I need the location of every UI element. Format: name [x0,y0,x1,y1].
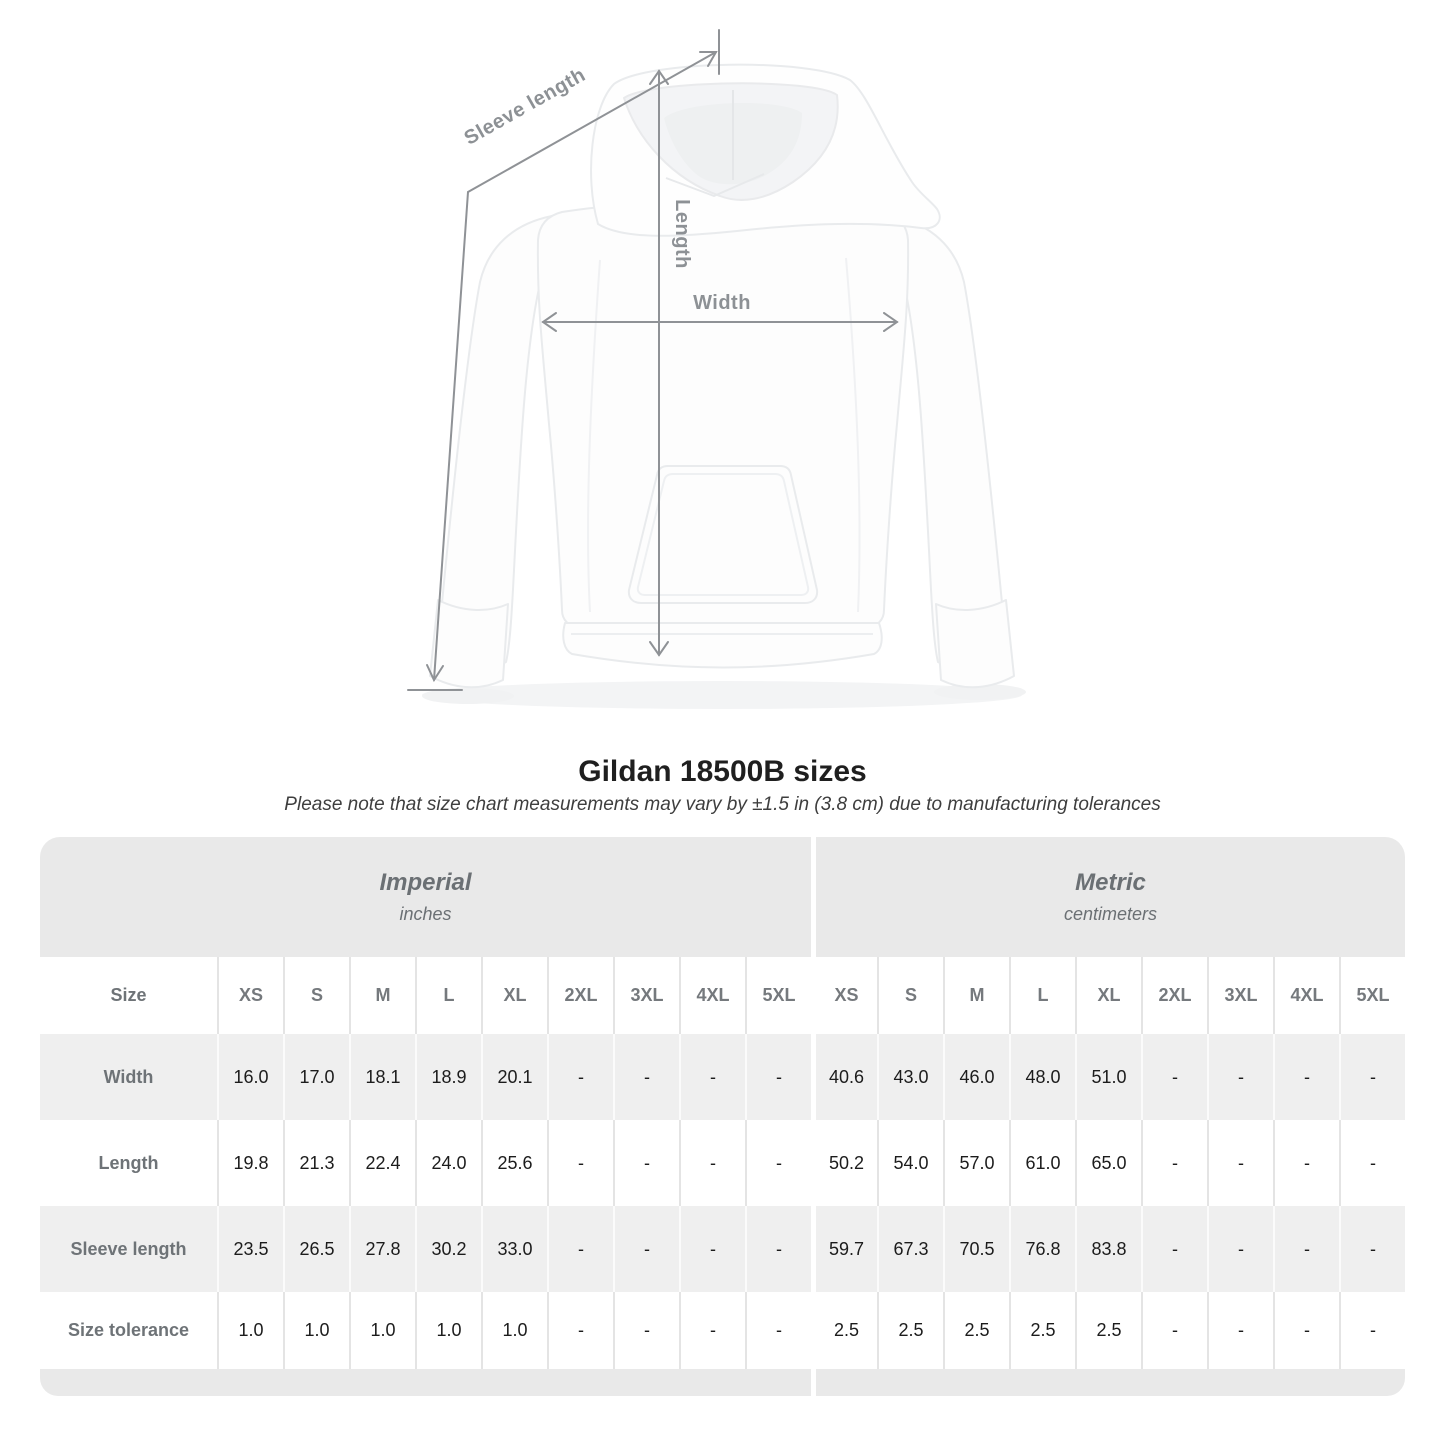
row-label-sleeve-length: Sleeve length [70,1238,187,1259]
size-tolerance-value-cell: - [1273,1292,1339,1369]
size-tolerance-value-cell: - [1207,1292,1273,1369]
size-tolerance-value-cell: - [613,1292,679,1369]
size-column-header: XS [811,957,877,1034]
width-value-cell: - [1141,1034,1207,1120]
sleeve-length-value-cell: - [1273,1206,1339,1292]
size-tolerance-value-cell: 1.0 [283,1292,349,1369]
imperial-label: Imperial [379,869,472,896]
size-tolerance-value-cell: - [547,1292,613,1369]
size-column-header: XL [1075,957,1141,1034]
size-tolerance-row [40,1292,1405,1369]
unit-group-imperial [40,837,811,957]
size-column-header: 4XL [1273,957,1339,1034]
size-tolerance-value-cell: 2.5 [811,1292,877,1369]
length-value-cell: - [745,1120,811,1206]
size-tolerance-value-cell: 1.0 [217,1292,283,1369]
sleeve-length-row [40,1206,1405,1292]
width-value-cell: 48.0 [1009,1034,1075,1120]
length-value-cell: 65.0 [1075,1120,1141,1206]
length-value-cell: - [613,1120,679,1206]
row-label-length: Length [98,1152,159,1173]
width-value-cell: 46.0 [943,1034,1009,1120]
kangaroo-pocket [629,466,817,603]
length-value-cell: 19.8 [217,1120,283,1206]
width-value-cell: - [1339,1034,1405,1120]
sleeve-length-value-cell: - [1339,1206,1405,1292]
length-value-cell: 61.0 [1009,1120,1075,1206]
sleeve-length-value-cell: 59.7 [811,1206,877,1292]
width-value-cell: 40.6 [811,1034,877,1120]
length-value-cell: 57.0 [943,1120,1009,1206]
size-column-header: 5XL [745,957,811,1034]
width-value-cell: 17.0 [283,1034,349,1120]
imperial-unit-label: inches [399,904,452,924]
metric-label: Metric [1075,869,1146,896]
sleeve-length-value-cell: 70.5 [943,1206,1009,1292]
hem-band [563,623,881,668]
metric-unit-label: centimeters [1063,904,1158,924]
right-cuff [936,600,1014,687]
size-header-row [40,957,1405,1034]
width-value-cell: 51.0 [1075,1034,1141,1120]
sleeve-length-value-cell: - [613,1206,679,1292]
size-column-header: L [415,957,481,1034]
size-column-header: S [877,957,943,1034]
sleeve-length-value-cell: 26.5 [283,1206,349,1292]
size-tolerance-value-cell: - [1141,1292,1207,1369]
unit-group-metric [816,837,1405,957]
length-value-cell: 21.3 [283,1120,349,1206]
size-column-header: 2XL [547,957,613,1034]
sleeve-length-arrow-label: Sleeve length [460,63,590,150]
sleeve-length-value-cell: 27.8 [349,1206,415,1292]
sleeve-length-value-cell: 30.2 [415,1206,481,1292]
width-value-cell: 16.0 [217,1034,283,1120]
sleeve-length-value-cell: - [1141,1206,1207,1292]
unit-header-row [40,837,1405,957]
size-column-header: XL [481,957,547,1034]
size-tolerance-value-cell: 1.0 [415,1292,481,1369]
width-value-cell: - [547,1034,613,1120]
width-value-cell: - [745,1034,811,1120]
length-value-cell: 54.0 [877,1120,943,1206]
size-tolerance-value-cell: - [1339,1292,1405,1369]
length-value-cell: - [1339,1120,1405,1206]
width-value-cell: 18.9 [415,1034,481,1120]
size-column-header: M [943,957,1009,1034]
size-column-header: 3XL [1207,957,1273,1034]
row-label-size-tolerance: Size tolerance [67,1320,190,1340]
length-row [40,1120,1405,1206]
sleeve-length-value-cell: - [679,1206,745,1292]
footer-block-imperial [40,1369,811,1396]
size-table [40,837,1405,1396]
size-tolerance-value-cell: 2.5 [943,1292,1009,1369]
width-row [40,1034,1405,1120]
length-value-cell: 25.6 [481,1120,547,1206]
footer-block-metric [816,1369,1405,1396]
page-title: Gildan 18500B sizes [578,755,867,788]
sleeve-length-value-cell: 76.8 [1009,1206,1075,1292]
size-column-header: S [283,957,349,1034]
sleeve-length-value-cell: 83.8 [1075,1206,1141,1292]
length-arrow-label: Length [671,199,693,269]
row-label-width: Width [103,1066,154,1087]
size-column-header: 3XL [613,957,679,1034]
size-tolerance-value-cell: 2.5 [877,1292,943,1369]
left-cuff [430,600,508,687]
width-value-cell: - [613,1034,679,1120]
sleeve-length-value-cell: - [547,1206,613,1292]
sleeve-length-value-cell: - [1207,1206,1273,1292]
length-value-cell: - [679,1120,745,1206]
length-value-cell: - [1207,1120,1273,1206]
size-column-header: 5XL [1339,957,1405,1034]
size-tolerance-value-cell: 1.0 [481,1292,547,1369]
length-value-cell: 50.2 [811,1120,877,1206]
length-value-cell: - [1273,1120,1339,1206]
size-tolerance-value-cell: - [745,1292,811,1369]
sleeve-length-value-cell: - [745,1206,811,1292]
size-header-label: Size [110,985,147,1005]
size-column-header: L [1009,957,1075,1034]
size-tolerance-value-cell: 2.5 [1009,1292,1075,1369]
size-column-header: 2XL [1141,957,1207,1034]
length-value-cell: 22.4 [349,1120,415,1206]
size-tolerance-value-cell: - [679,1292,745,1369]
length-value-cell: 24.0 [415,1120,481,1206]
size-column-header: M [349,957,415,1034]
sleeve-length-value-cell: 23.5 [217,1206,283,1292]
width-value-cell: 20.1 [481,1034,547,1120]
size-tolerance-value-cell: 1.0 [349,1292,415,1369]
tolerance-note: Please note that size chart measurements may vary by ±1.5 in (3.8 cm) due to manufacturing tolerances [284,794,1161,815]
size-column-header: 4XL [679,957,745,1034]
width-value-cell: 43.0 [877,1034,943,1120]
table-footer [40,1369,1405,1396]
width-value-cell: - [1273,1034,1339,1120]
sleeve-length-value-cell: 33.0 [481,1206,547,1292]
width-value-cell: 18.1 [349,1034,415,1120]
sleeve-length-value-cell: 67.3 [877,1206,943,1292]
length-value-cell: - [547,1120,613,1206]
size-column-header: XS [217,957,283,1034]
length-value-cell: - [1141,1120,1207,1206]
width-value-cell: - [679,1034,745,1120]
width-value-cell: - [1207,1034,1273,1120]
size-tolerance-value-cell: 2.5 [1075,1292,1141,1369]
garment-shadow [422,681,1026,709]
hoodie-illustration [430,65,1014,688]
width-arrow-label: Width [693,292,751,314]
